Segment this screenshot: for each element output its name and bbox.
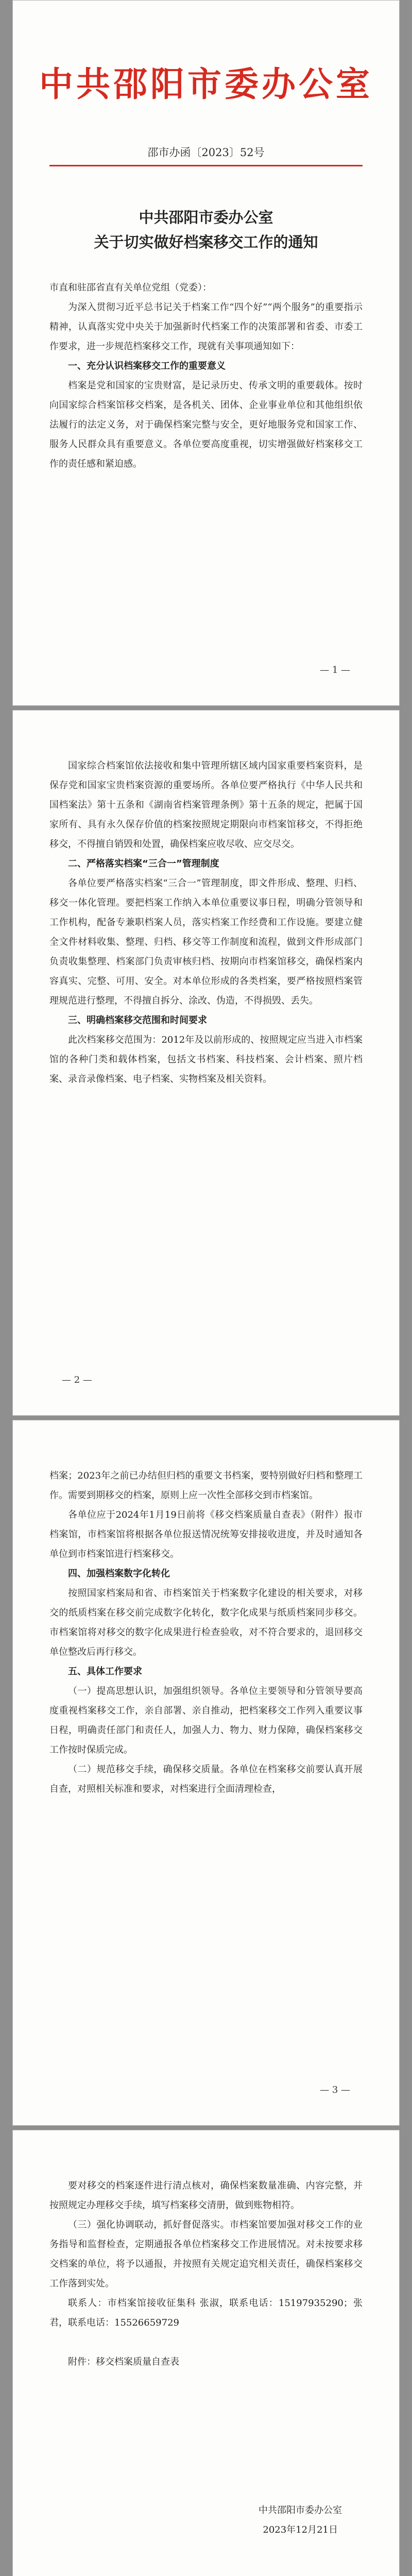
signature-block	[49, 2501, 363, 2540]
page-number: — 1 —	[320, 665, 350, 675]
letterhead: 中共邵阳市委办公室	[39, 64, 373, 104]
page-number: — 2 —	[62, 1375, 92, 1385]
paragraph: 按照国家档案局和省、市档案馆关于档案数字化建设的相关要求，对移交的纸质档案在移交前完成数字化转化，数字化成果与纸质档案同步移交。市档案馆将对移交的数字化成果进行检查验收，对不符合要求的，退回移交单位整改后再行移交。	[49, 1588, 363, 1657]
page-number: — 3 —	[320, 2084, 350, 2095]
paragraph: 档案；2023年之前已办结但归档的重要文书档案，要特别做好归档和整理工作。需要到期移交的档案，原则上应一次性全部移交到市档案馆。	[49, 1470, 363, 1501]
paragraph: 各单位应于2024年1月19日前将《移交档案质量自查表》（附件）报市档案馆，市档案馆将根据各单位报送情况统筹安排接收进度，并及时通知各单位到市档案馆进行档案移交。	[49, 1510, 363, 1560]
red-divider-line	[49, 165, 363, 166]
signing-organization: 中共邵阳市委办公室	[259, 2505, 342, 2516]
paragraph: 为深入贯彻习近平总书记关于档案工作“四个好”“两个服务”的重要指示精神，认真落实党中央关于加强新时代档案工作的决策部署和省委、市委工作要求，进一步规范档案移交工作，现就有关事项通知如下：	[49, 302, 363, 352]
page-2-body	[49, 756, 363, 1089]
document-page-3	[12, 1420, 400, 2126]
document-page-2	[12, 710, 400, 1416]
document-page-4	[12, 2130, 400, 2576]
document-page-1	[12, 0, 400, 706]
paragraph: 国家综合档案馆依法接收和集中管理所辖区域内国家重要档案资料，是保存党和国家宝贵档案资源的重要场所。各单位要严格执行《中华人民共和国档案法》第十五条和《湖南省档案管理条例》第十五条的规定，把属于国家所有、具有永久保存价值的档案按照规定期限向市档案馆移交，不得拒绝移交，不得擅自销毁和处置，确保档案应收尽收、应交尽交。	[49, 760, 363, 850]
section-heading: 四、加强档案数字化转化	[68, 1568, 170, 1579]
notice-title-line-1: 中共邵阳市委办公室	[139, 209, 273, 226]
document-number: 邵市办函〔2023〕52号	[147, 146, 265, 159]
paragraph: （一）提高思想认识，加强组织领导。各单位主要领导和分管领导要高度重视档案移交工作，亲自部署、亲自推动，把档案移交工作列入重要议事日程，明确责任部门和责任人，加强人力、物力、财力保障，确保档案移交工作按时保质完成。	[49, 1686, 363, 1755]
paragraph: （三）强化协调联动，抓好督促落实。市档案馆要加强对移交工作的业务指导和监督检查，定期通报各单位档案移交工作进展情况。对未按要求移交档案的单位，将予以通报，并按照有关规定追究相关责任，确保档案移交工作落到实处。	[49, 2219, 363, 2289]
section-heading: 一、充分认识档案移交工作的重要意义	[68, 361, 226, 371]
attachment-note: 附件：移交档案质量自查表	[68, 2357, 179, 2367]
paragraph: （二）规范移交手续，确保移交质量。各单位在档案移交前要认真开展自查，对照相关标准和要求，对档案进行全面清理检查，	[49, 1764, 363, 1794]
notice-title-line-2: 关于切实做好档案移交工作的通知	[94, 233, 318, 251]
paragraph: 要对移交的档案逐件进行清点核对，确保档案数量准确、内容完整，并按照规定办理移交手续，填写档案移交清册，做到账物相符。	[49, 2180, 363, 2211]
contact-paragraph: 联系人：市档案馆接收征集科 张淑，联系电话：15197935290；张君，联系电话：15526659729	[49, 2298, 363, 2328]
paragraph: 档案是党和国家的宝贵财富，是记录历史、传承文明的重要载体。按时向国家综合档案馆移交档案，是各机关、团体、企业事业单位和其他组织依法履行的法定义务，对于确保档案完整与安全，更好地服务党和国家工作、服务人民群众具有重要意义。各单位要高度重视，切实增强做好档案移交工作的责任感和紧迫感。	[49, 380, 363, 469]
section-heading: 三、明确档案移交范围和时间要求	[68, 1015, 207, 1026]
salutation: 市直和驻邵省直有关单位党组（党委）：	[49, 282, 212, 293]
page-4-body	[49, 2176, 363, 2372]
paragraph: 各单位要严格落实档案“三合一”管理制度，即文件形成、整理、归档、移交一体化管理。要把档案工作纳入本单位重要议事日程，明确分管领导和工作机构，配备专兼职档案人员，落实档案工作经费和工作设施。要建立健全文件材料收集、整理、归档、移交等工作制度和流程，做到文件形成部门负责收集整理、档案部门负责审核归档、按期向市档案馆移交，确保档案内容真实、完整、可用、安全。对本单位形成的各类档案，要严格按照档案管理规范进行整理，不得擅自拆分、涂改、伪造，不得损毁、丢失。	[49, 878, 363, 1006]
section-heading: 五、具体工作要求	[68, 1666, 142, 1677]
signing-date: 2023年12月21日	[263, 2524, 338, 2535]
page-3-body	[49, 1466, 363, 1799]
page-1-body	[49, 278, 363, 474]
section-heading: 二、严格落实档案“三合一”管理制度	[68, 858, 219, 869]
paragraph: 此次档案移交范围为：2012年及以前形成的、按照规定应当进入市档案馆的各种门类和载体档案，包括文书档案、科技档案、会计档案、照片档案、录音录像档案、电子档案、实物档案及相关资料。	[49, 1035, 363, 1084]
